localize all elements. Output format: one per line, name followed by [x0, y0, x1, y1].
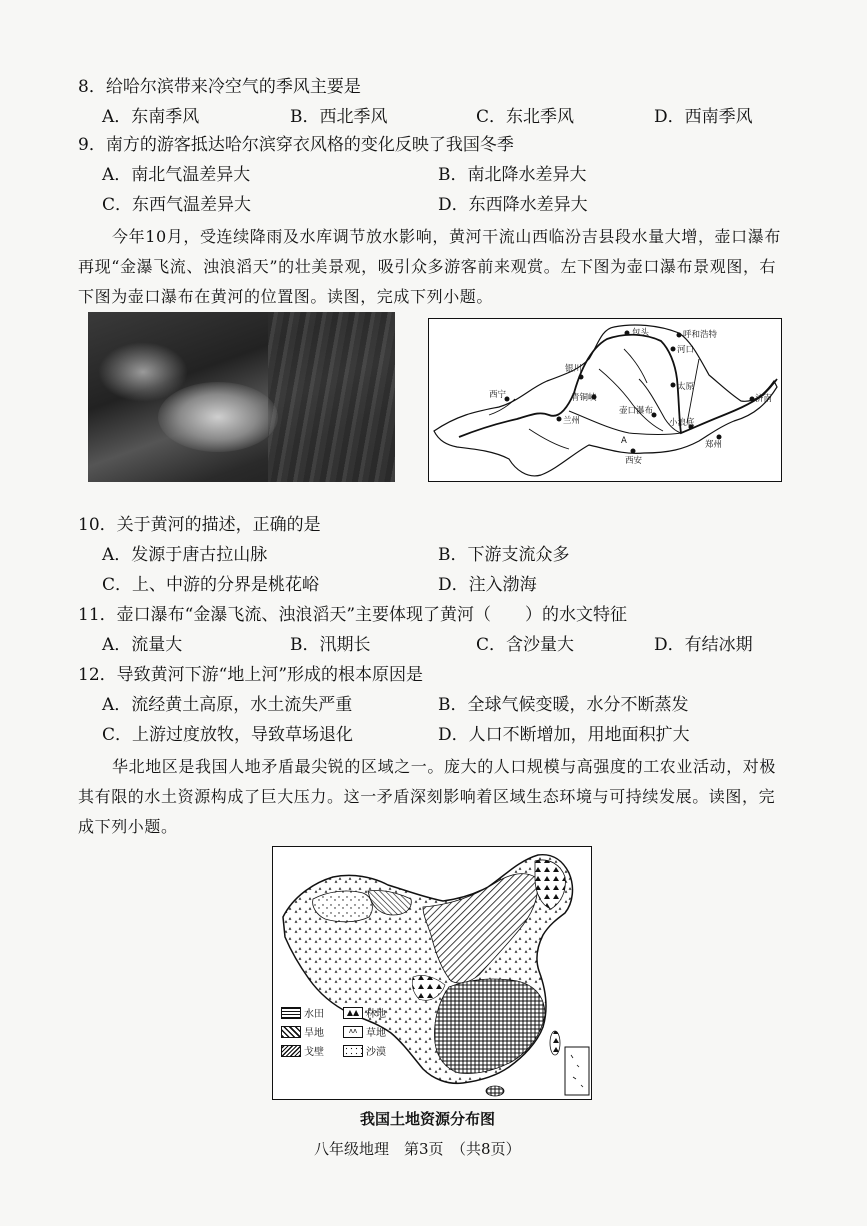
legend-desert: 沙漠 [366, 1047, 386, 1058]
map-legend: 水田 ▲▲ 林地 旱地 ᴧᴧ 草地 戈壁 沙漠 [281, 1005, 399, 1062]
q9-option-b[interactable]: B．南北降水差异大 [438, 165, 587, 185]
legend-forest: 林地 [366, 1009, 386, 1020]
legend-dryland: 旱地 [304, 1028, 324, 1039]
yellow-river-map [428, 318, 782, 482]
q8-option-b[interactable]: B．西北季风 [290, 107, 388, 127]
q11-option-b[interactable]: B．汛期长 [290, 635, 371, 655]
q10-option-a[interactable]: A．发源于唐古拉山脉 [102, 545, 268, 565]
q10-option-d[interactable]: D．注入渤海 [438, 575, 537, 595]
map-label-hekou: 河口 [677, 345, 695, 355]
map-label-xining: 西宁 [489, 390, 507, 400]
q9-option-c[interactable]: C．东西气温差异大 [102, 195, 252, 215]
page-footer: 八年级地理 第3页 （共8页） [314, 1140, 521, 1158]
map-label-zhengzhou: 郑州 [705, 440, 723, 450]
q9-option-d[interactable]: D．东西降水差异大 [438, 195, 588, 215]
q12-option-c[interactable]: C．上游过度放牧，导致草场退化 [102, 725, 354, 745]
map-label-baotou: 包头 [632, 328, 650, 338]
q11-option-d[interactable]: D．有结冰期 [654, 635, 753, 655]
map-label-xian: 西安 [625, 456, 643, 466]
q8-option-c[interactable]: C．东北季风 [476, 107, 575, 127]
q12-stem: 12．导致黄河下游“地上河”形成的根本原因是 [78, 665, 424, 685]
q8-option-a[interactable]: A．东南季风 [102, 107, 200, 127]
passage-north-china: 华北地区是我国人地矛盾最尖锐的区域之一。庞大的人口规模与高强度的工农业活动，对极其有限的水土资源构成了巨大压力。这一矛盾深刻影响着区域生态环境与可持续发展。读图，完成下列小题。 [78, 757, 777, 836]
q9-option-a[interactable]: A．南北气温差异大 [102, 165, 251, 185]
q8-option-d[interactable]: D．西南季风 [654, 107, 753, 127]
map-label-jinan: 济南 [755, 394, 773, 404]
map-label-hukou: 壶口瀑布 [619, 406, 654, 416]
q9-stem: 9．南方的游客抵达哈尔滨穿衣风格的变化反映了我国冬季 [78, 135, 514, 155]
q11-option-c[interactable]: C．含沙量大 [476, 635, 575, 655]
legend-paddy: 水田 [304, 1009, 324, 1020]
map-caption: 我国土地资源分布图 [360, 1110, 496, 1128]
q11-option-a[interactable]: A．流量大 [102, 635, 183, 655]
map-label-qingtongxia: 青铜峡 [571, 393, 597, 403]
legend-grassland: 草地 [366, 1028, 386, 1039]
q10-stem: 10．关于黄河的描述，正确的是 [78, 515, 321, 535]
q10-option-c[interactable]: C．上、中游的分界是桃花峪 [102, 575, 320, 595]
map-label-taiyuan: 太原 [677, 382, 695, 392]
legend-gobi: 戈壁 [304, 1047, 324, 1058]
china-land-resource-map [272, 846, 592, 1100]
map-label-yinchuan: 银川 [565, 364, 583, 374]
map-label-xiaolangdi: 小浪底 [669, 418, 695, 428]
q12-option-d[interactable]: D．人口不断增加，用地面积扩大 [438, 725, 690, 745]
map-label-lanzhou: 兰州 [563, 416, 581, 426]
map-label-hohhot: 呼和浩特 [683, 330, 718, 340]
q11-stem: 11．壶口瀑布“金瀑飞流、浊浪滔天”主要体现了黄河（ ）的水文特征 [78, 605, 628, 625]
map-label-a: A [621, 436, 627, 446]
passage-hukou: 今年10月，受连续降雨及水库调节放水影响，黄河干流山西临汾吉县段水量大增，壶口瀑布再现“金瀑飞流、浊浪滔天”的壮美景观，吸引众多游客前来观赏。左下图为壶口瀑布景观图，右下图为壶口瀑布在黄河的位置图。读图，完成下列小题。 [78, 227, 781, 306]
q10-option-b[interactable]: B．下游支流众多 [438, 545, 570, 565]
q8-stem: 8．给哈尔滨带来冷空气的季风主要是 [78, 77, 361, 97]
hukou-waterfall-photo [88, 312, 395, 482]
q12-option-b[interactable]: B．全球气候变暖，水分不断蒸发 [438, 695, 689, 715]
q12-option-a[interactable]: A．流经黄土高原，水土流失严重 [102, 695, 353, 715]
